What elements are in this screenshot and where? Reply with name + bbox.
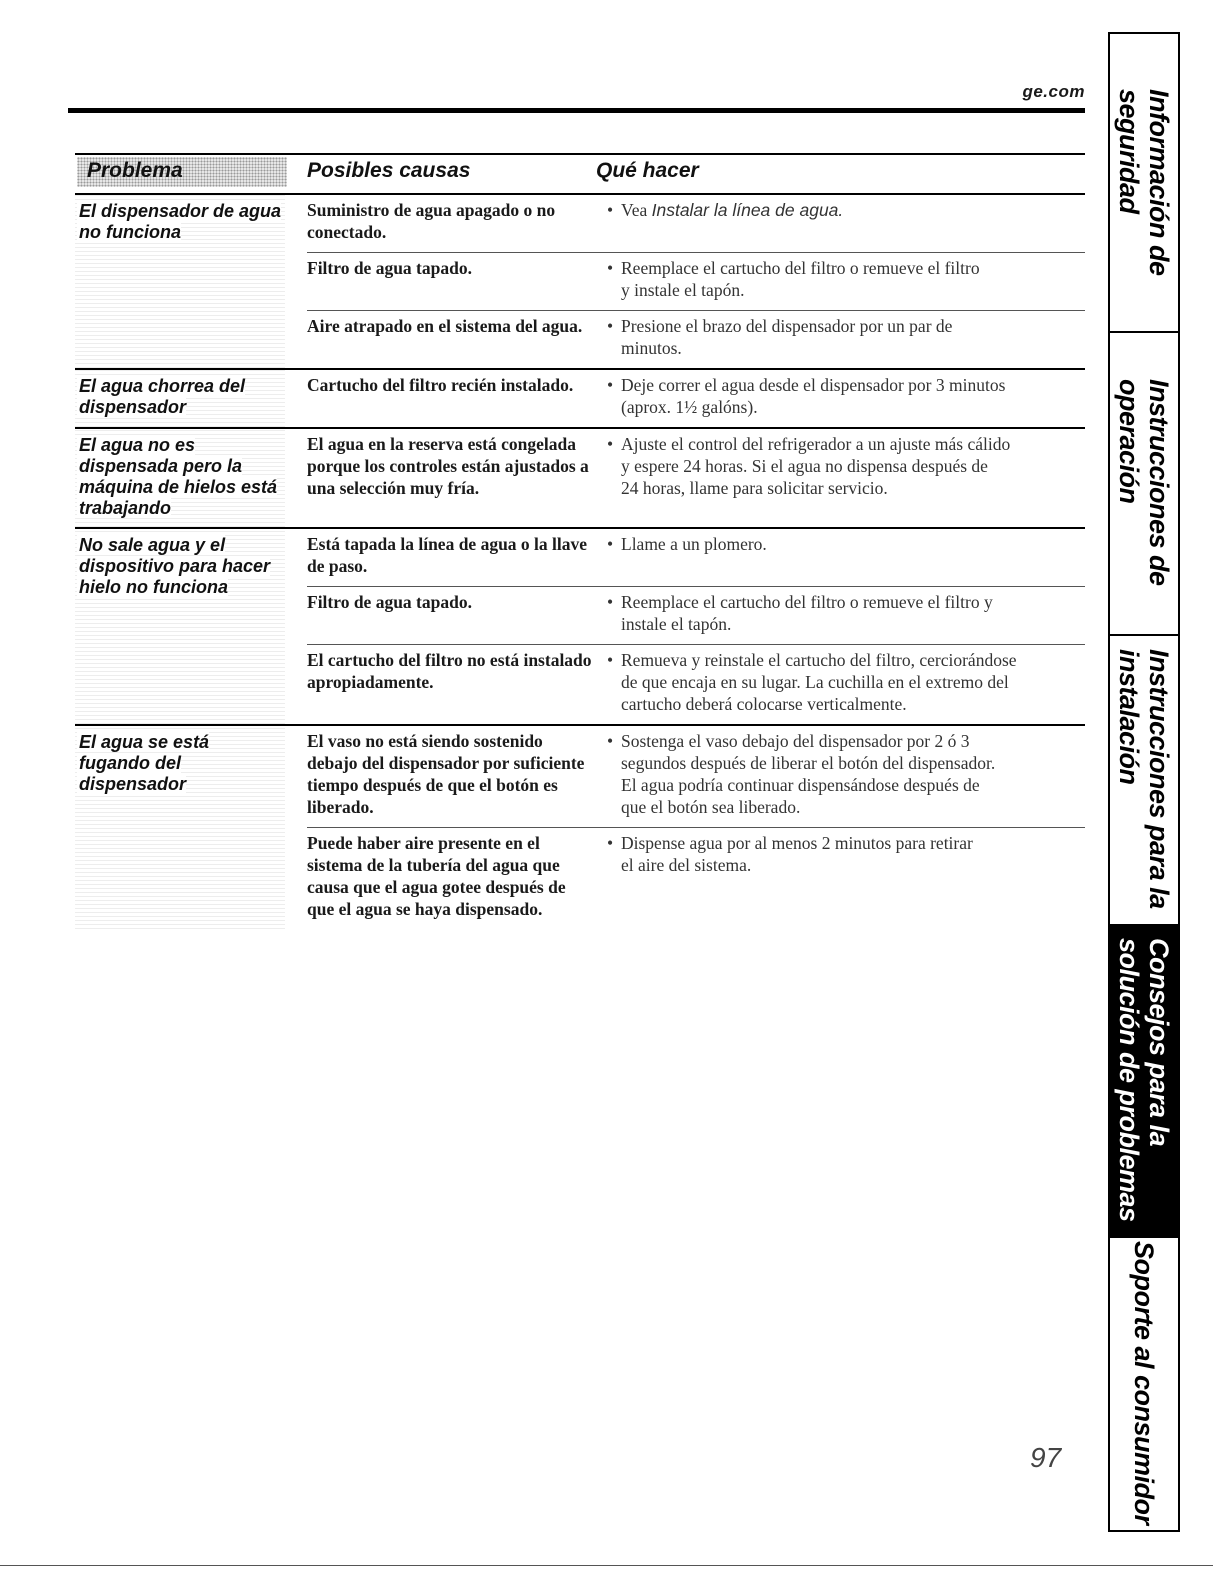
problem-group (75, 726, 1085, 929)
fix-line (607, 854, 1085, 876)
fix-cell (607, 433, 1085, 499)
fix-text: instale el tapón. (621, 614, 732, 634)
table-header (75, 153, 1085, 195)
cause-rows (285, 429, 1085, 527)
header-fix: Qué hacer (596, 159, 699, 182)
fix-line (607, 832, 1085, 854)
fix-line (607, 591, 1085, 613)
problem-group (75, 370, 1085, 429)
fix-line (607, 613, 1085, 635)
fix-line (607, 671, 1085, 693)
fix-text: de que encaja en su lugar. La cuchilla en el extremo del (621, 672, 1009, 692)
fix-text: (aprox. 1½ galóns). (621, 397, 758, 417)
fix-text: Reemplace el cartucho del filtro o remueve el filtro y (621, 592, 993, 612)
page-number: 97 (1030, 1442, 1062, 1473)
fix-line (607, 433, 1085, 455)
cause-cell: Puede haber aire presente en el sistema de la tubería del agua que causa que el agua gotee después de que el agua se haya dispensado. (307, 833, 566, 919)
fix-line (607, 693, 1085, 715)
fix-cell (607, 649, 1085, 715)
tab-label: Instrucciones de operación (1114, 379, 1174, 586)
problem-group (75, 195, 1085, 370)
fix-text: El agua podría continuar dispensándose después de (621, 775, 980, 795)
fix-text: Reemplace el cartucho del filtro o remueve el filtro (621, 258, 980, 278)
problem-text: El agua se está fugando del dispensador (79, 732, 210, 794)
fix-line (607, 199, 1085, 221)
cause-cell: Cartucho del filtro recién instalado. (307, 375, 574, 395)
fix-cell (607, 533, 1085, 577)
fix-line (607, 337, 1085, 359)
fix-text: Sostenga el vaso debajo del dispensador por 2 ó 3 (621, 731, 970, 751)
problem-group (75, 529, 1085, 726)
problem-group (75, 429, 1085, 529)
tab-solucion-problemas[interactable] (1110, 924, 1178, 1238)
cause-rows (285, 370, 1085, 427)
fix-cell (607, 374, 1085, 418)
tab-label: Información de seguridad (1114, 89, 1174, 276)
cause-cell: Aire atrapado en el sistema del agua. (307, 316, 583, 336)
tab-operacion[interactable] (1110, 331, 1178, 636)
fix-text: Presione el brazo del dispensador por un par de (621, 316, 953, 336)
cause-rows (285, 726, 1085, 929)
table-row (307, 370, 1085, 427)
fix-line (607, 279, 1085, 301)
tab-instalacion[interactable] (1110, 634, 1178, 926)
cause-cell: Suministro de agua apagado o no conectado. (307, 200, 556, 242)
bullet-icon: • (607, 200, 614, 220)
problem-cell (75, 529, 285, 724)
cause-cell: El cartucho del filtro no está instalado apropiadamente. (307, 650, 592, 692)
problem-text: El dispensador de agua no funciona (79, 201, 282, 242)
table-row (307, 587, 1085, 645)
cause-cell: Filtro de agua tapado. (307, 258, 472, 278)
problem-text: No sale agua y el dispositivo para hacer hielo no funciona (79, 535, 271, 597)
tab-label: Soporte al consumidor (1129, 1241, 1159, 1525)
problem-cell (75, 726, 285, 929)
fix-text: Deje correr el agua desde el dispensador por 3 minutos (621, 375, 1006, 395)
fix-text: 24 horas, llame para solicitar servicio. (621, 478, 888, 498)
fix-line (607, 396, 1085, 418)
header-problem: Problema (87, 159, 183, 182)
bullet-icon: • (607, 258, 614, 278)
top-rule (68, 108, 1085, 113)
fix-line (607, 455, 1085, 477)
table-body (75, 195, 1085, 929)
fix-text: cartucho deberá colocarse verticalmente. (621, 694, 907, 714)
fix-line (607, 533, 1085, 555)
section-tabs (1108, 32, 1180, 1532)
table-row (307, 195, 1085, 253)
bullet-icon: • (607, 316, 614, 336)
fix-text: Dispense agua por al menos 2 minutos para retirar (621, 833, 973, 853)
problem-cell (75, 195, 285, 368)
table-row (307, 529, 1085, 587)
problem-cell (75, 370, 285, 427)
fix-line (607, 752, 1085, 774)
fix-line (607, 730, 1085, 752)
problem-text: El agua no es dispensada pero la máquina de hielos está trabajando (79, 435, 278, 518)
cause-cell: El vaso no está siendo sostenido debajo del dispensador por suficiente tiempo después de que el botón es liberado. (307, 731, 585, 817)
problem-cell (75, 429, 285, 527)
tab-label: Consejos para la solución de problemas (1114, 938, 1174, 1222)
table-row (307, 311, 1085, 368)
fix-text: segundos después de liberar el botón del dispensador. (621, 753, 996, 773)
fix-reference: Instalar la línea de agua. (651, 200, 844, 220)
fix-text: que el botón sea liberado. (621, 797, 801, 817)
table-row (307, 253, 1085, 311)
troubleshooting-table (75, 153, 1085, 929)
tab-seguridad[interactable] (1110, 34, 1178, 333)
cause-cell: Está tapada la línea de agua o la llave de paso. (307, 534, 588, 576)
fix-cell (607, 315, 1085, 359)
bullet-icon: • (607, 650, 614, 670)
fix-line (607, 796, 1085, 818)
fix-text: y espere 24 horas. Si el agua no dispensa después de (621, 456, 988, 476)
fix-line (607, 315, 1085, 337)
cause-rows (285, 529, 1085, 724)
header-causes: Posibles causas (307, 159, 471, 182)
fix-line (607, 374, 1085, 396)
fix-text: Ajuste el control del refrigerador a un ajuste más cálido (621, 434, 1011, 454)
fix-text: y instale el tapón. (621, 280, 745, 300)
fix-text: minutos. (621, 338, 682, 358)
table-row (307, 429, 1085, 508)
bullet-icon: • (607, 375, 614, 395)
table-row (307, 726, 1085, 828)
table-row (307, 645, 1085, 724)
bullet-icon: • (607, 534, 614, 554)
cause-cell: Filtro de agua tapado. (307, 592, 472, 612)
fix-cell (607, 591, 1085, 635)
bullet-icon: • (607, 434, 614, 454)
fix-text: el aire del sistema. (621, 855, 752, 875)
bullet-icon: • (607, 833, 614, 853)
fix-line (607, 649, 1085, 671)
site-url: ge.com (1022, 82, 1085, 101)
cause-cell: El agua en la reserva está congelada porque los controles están ajustados a una selección muy fría. (307, 434, 589, 498)
fix-line (607, 774, 1085, 796)
fix-line (607, 257, 1085, 279)
fix-cell (607, 832, 1085, 920)
fix-text: Vea (621, 200, 652, 220)
fix-text: Llame a un plomero. (621, 534, 767, 554)
fix-cell (607, 199, 1085, 243)
tab-soporte[interactable] (1110, 1236, 1178, 1530)
bullet-icon: • (607, 731, 614, 751)
tab-label: Instrucciones para la instalación (1114, 649, 1174, 909)
bottom-rule (0, 1565, 1213, 1566)
fix-text: Remueva y reinstale el cartucho del filtro, cerciorándose (621, 650, 1017, 670)
cause-rows (285, 195, 1085, 368)
problem-text: El agua chorrea del dispensador (79, 376, 246, 417)
table-row (307, 828, 1085, 929)
fix-line (607, 477, 1085, 499)
fix-cell (607, 730, 1085, 818)
bullet-icon: • (607, 592, 614, 612)
fix-cell (607, 257, 1085, 301)
